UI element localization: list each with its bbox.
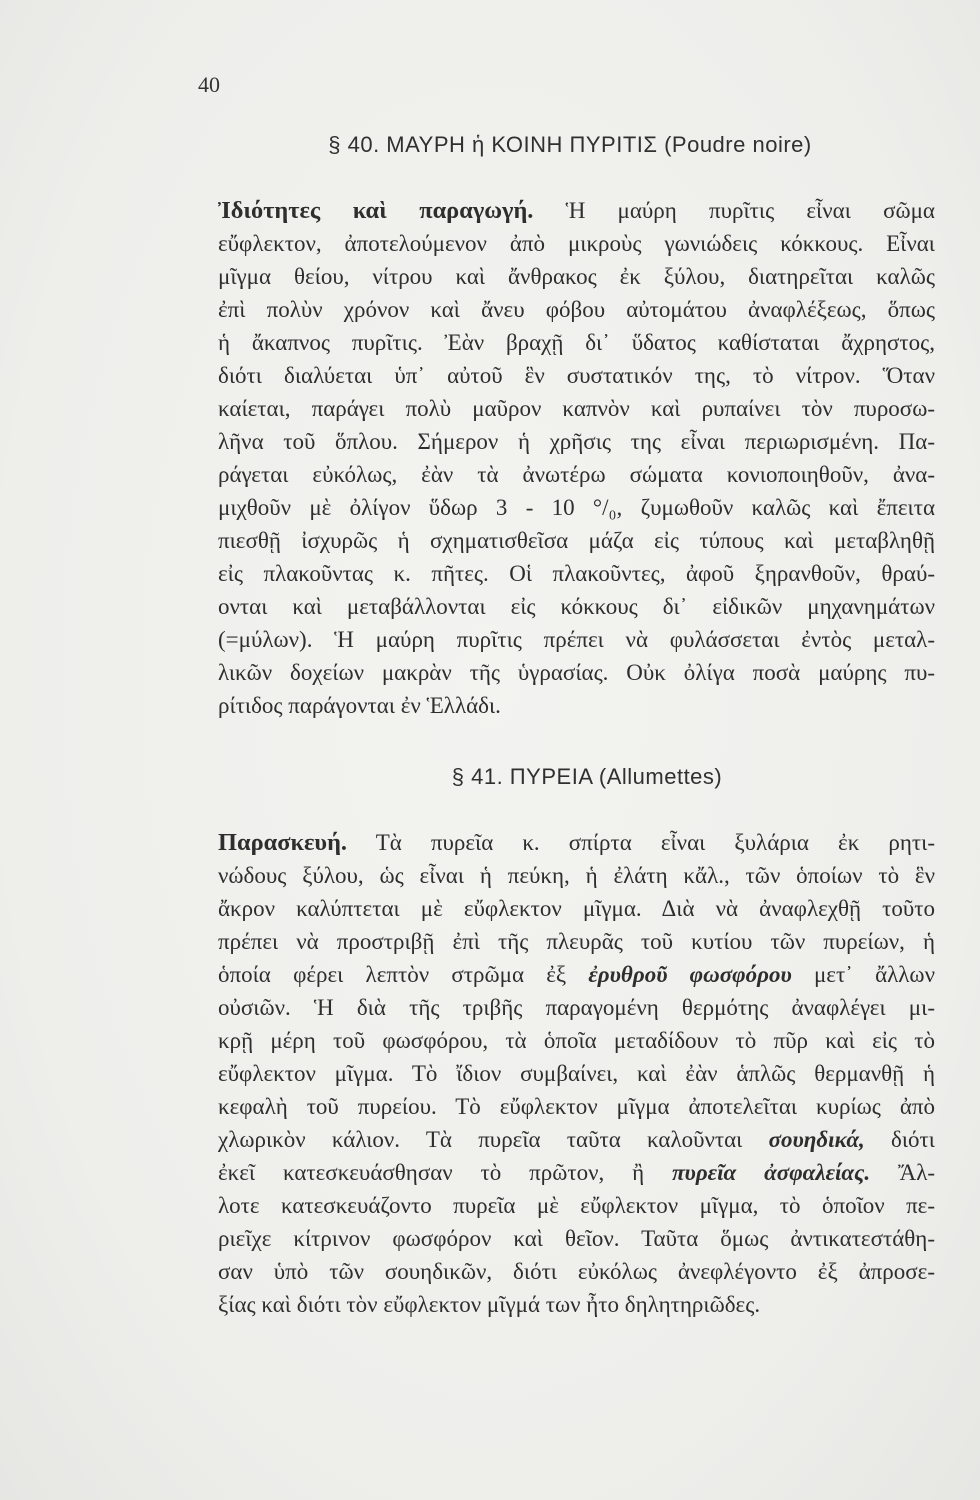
text-line: [218, 1057, 935, 1090]
text-run: εὔφλεκτον, ἀποτελούμενον ἀπὸ μικροὺς γωνιώδεις κόκκους. Εἶναι: [218, 231, 935, 256]
text-run: Ἄλ-: [870, 1160, 935, 1185]
text-line: [218, 1222, 935, 1255]
emphasis-text: Παρασκευή.: [218, 829, 348, 856]
text-run: οὐσιῶν. Ἡ διὰ τῆς τριβῆς παραγομένη θερμότης ἀναφλέγει μι-: [218, 995, 935, 1020]
text-line: [218, 458, 935, 491]
text-run: (=μύλων). Ἡ μαύρη πυρῖτις πρέπει νὰ φυλάσσεται ἐντὸς μεταλ-: [218, 627, 935, 652]
text-run: ριεῖχε κίτρινον φωσφόρον καὶ θεῖον. Ταῦτα ὅμως ἀντικατεστάθη-: [218, 1226, 935, 1251]
text-run: ονται καὶ μεταβάλλονται εἰς κόκκους δι᾽ εἰδικῶν μηχανημάτων: [218, 594, 935, 619]
text-line: [218, 359, 935, 392]
text-run: ὁποία φέρει λεπτὸν στρῶμα ἐξ: [218, 962, 589, 987]
text-line: [218, 557, 935, 590]
text-line: [218, 524, 935, 557]
text-line: [218, 491, 935, 524]
text-line: [218, 1156, 935, 1189]
text-run: πιεσθῇ ἰσχυρῶς ἡ σχηματισθεῖσα μάζα εἰς τύπους καὶ μεταβληθῇ: [218, 528, 935, 553]
text-run: μιχθοῦν μὲ ὀλίγον ὕδωρ 3 - 10 °/₀, ζυμωθοῦν καλῶς καὶ ἔπειτα: [218, 495, 935, 520]
text-line: [218, 425, 935, 458]
text-line: [218, 1288, 935, 1321]
text-line: [218, 892, 935, 925]
text-run: λῆνα τοῦ ὅπλου. Σήμερον ἡ χρῆσις της εἶναι περιωρισμένη. Πα-: [218, 429, 935, 454]
text-run: λικῶν δοχείων μακρὰν τῆς ὑγρασίας. Οὐκ ὀλίγα ποσὰ μαύρης πυ-: [218, 660, 935, 685]
text-run: ἡ ἄκαπνος πυρῖτις. Ἐὰν βραχῇ δι᾽ ὕδατος καθίσταται ἄχρηστος,: [218, 330, 935, 355]
text-run: καίεται, παράγει πολὺ μαῦρον καπνὸν καὶ ρυπαίνει τὸν πυροσω-: [218, 396, 935, 421]
text-line: [218, 194, 935, 227]
text-line: [218, 326, 935, 359]
text-run: κεφαλὴ τοῦ πυρείου. Τὸ εὔφλεκτον μῖγμα ἀποτελεῖται κυρίως ἀπὸ: [218, 1094, 935, 1119]
text-line: [218, 1024, 935, 1057]
paragraph-section-41: [218, 826, 935, 1321]
text-run: ρίτιδος παράγονται ἐν Ἑλλάδι.: [218, 693, 501, 718]
emphasis-text: Ἰδιότητες καὶ παραγωγή.: [218, 197, 534, 224]
text-run: ἐκεῖ κατεσκευάσθησαν τὸ πρῶτον, ἢ: [218, 1160, 672, 1185]
text-run: εὔφλεκτον μῖγμα. Τὸ ἴδιον συμβαίνει, καὶ ἐὰν ἁπλῶς θερμανθῇ ἡ: [218, 1061, 935, 1086]
text-line: [218, 227, 935, 260]
text-run: διότι διαλύεται ὑπ᾽ αὐτοῦ ἓν συστατικόν της, τὸ νίτρον. Ὅταν: [218, 363, 935, 388]
text-line: [218, 925, 935, 958]
text-run: ἐπὶ πολὺν χρόνον καὶ ἄνευ φόβου αὐτομάτου ἀναφλέξεως, ὅπως: [218, 297, 935, 322]
text-line: [218, 826, 935, 859]
text-run: πρέπει νὰ προστριβῇ ἐπὶ τῆς πλευρᾶς τοῦ κυτίου τῶν πυρείων, ἡ: [218, 929, 935, 954]
emphasis-text: σουηδικά,: [768, 1127, 865, 1152]
text-line: [218, 656, 935, 689]
text-run: Τὰ πυρεῖα κ. σπίρτα εἶναι ξυλάρια ἐκ ρητι-: [347, 830, 935, 855]
text-line: [218, 623, 935, 656]
text-line: [218, 260, 935, 293]
text-line: [218, 293, 935, 326]
text-line: [218, 1123, 935, 1156]
text-line: [218, 590, 935, 623]
text-line: [218, 1090, 935, 1123]
text-line: [218, 958, 935, 991]
section-heading-40: § 40. ΜΑΥΡΗ ἡ ΚΟΙΝΗ ΠΥΡΙΤΙΣ (Poudre noire): [328, 132, 812, 157]
paragraph-section-40: [218, 194, 935, 722]
section-heading-41: § 41. ΠΥΡΕΙΑ (Allumettes): [451, 764, 723, 789]
text-run: ράγεται εὐκόλως, ἐὰν τὰ ἀνωτέρω σώματα κονιοποιηθοῦν, ἀνα-: [218, 462, 935, 487]
text-run: ἄκρον καλύπτεται μὲ εὔφλεκτον μῖγμα. Διὰ νὰ ἀναφλεχθῇ τοῦτο: [218, 896, 935, 921]
text-run: κρῇ μέρη τοῦ φωσφόρου, τὰ ὁποῖα μεταδίδουν τὸ πῦρ καὶ εἰς τὸ: [218, 1028, 935, 1053]
text-run: σαν ὑπὸ τῶν σουηδικῶν, διότι εὐκόλως ἀνεφλέγοντο ἐξ ἀπροσε-: [218, 1259, 935, 1284]
text-run: ξίας καὶ διότι τὸν εὔφλεκτον μῖγμά των ἦτο δηλητηριῶδες.: [218, 1292, 761, 1317]
text-run: μετ᾽ ἄλλων: [791, 962, 935, 987]
text-run: νώδους ξύλου, ὡς εἶναι ἡ πεύκη, ἡ ἐλάτη κἄλ., τῶν ὁποίων τὸ ἓν: [218, 863, 935, 888]
text-line: [218, 859, 935, 892]
text-run: Ἡ μαύρη πυρῖτις εἶναι σῶμα: [533, 198, 935, 223]
text-run: διότι: [864, 1127, 935, 1152]
emphasis-text: πυρεῖα ἀσφαλείας.: [672, 1160, 871, 1185]
page-number: 40: [198, 72, 220, 97]
text-line: [218, 689, 935, 722]
text-run: λοτε κατεσκευάζοντο πυρεῖα μὲ εὔφλεκτον μῖγμα, τὸ ὁποῖον πε-: [218, 1193, 935, 1218]
text-run: μῖγμα θείου, νίτρου καὶ ἄνθρακος ἐκ ξύλου, διατηρεῖται καλῶς: [218, 264, 935, 289]
text-run: χλωρικὸν κάλιον. Τὰ πυρεῖα ταῦτα καλοῦνται: [218, 1127, 769, 1152]
emphasis-text: ἐρυθροῦ φωσφόρου: [588, 962, 792, 987]
text-line: [218, 392, 935, 425]
text-line: [218, 991, 935, 1024]
text-line: [218, 1189, 935, 1222]
text-run: εἰς πλακοῦντας κ. πῆτες. Οἱ πλακοῦντες, ἀφοῦ ξηρανθοῦν, θραύ-: [218, 561, 935, 586]
text-line: [218, 1255, 935, 1288]
